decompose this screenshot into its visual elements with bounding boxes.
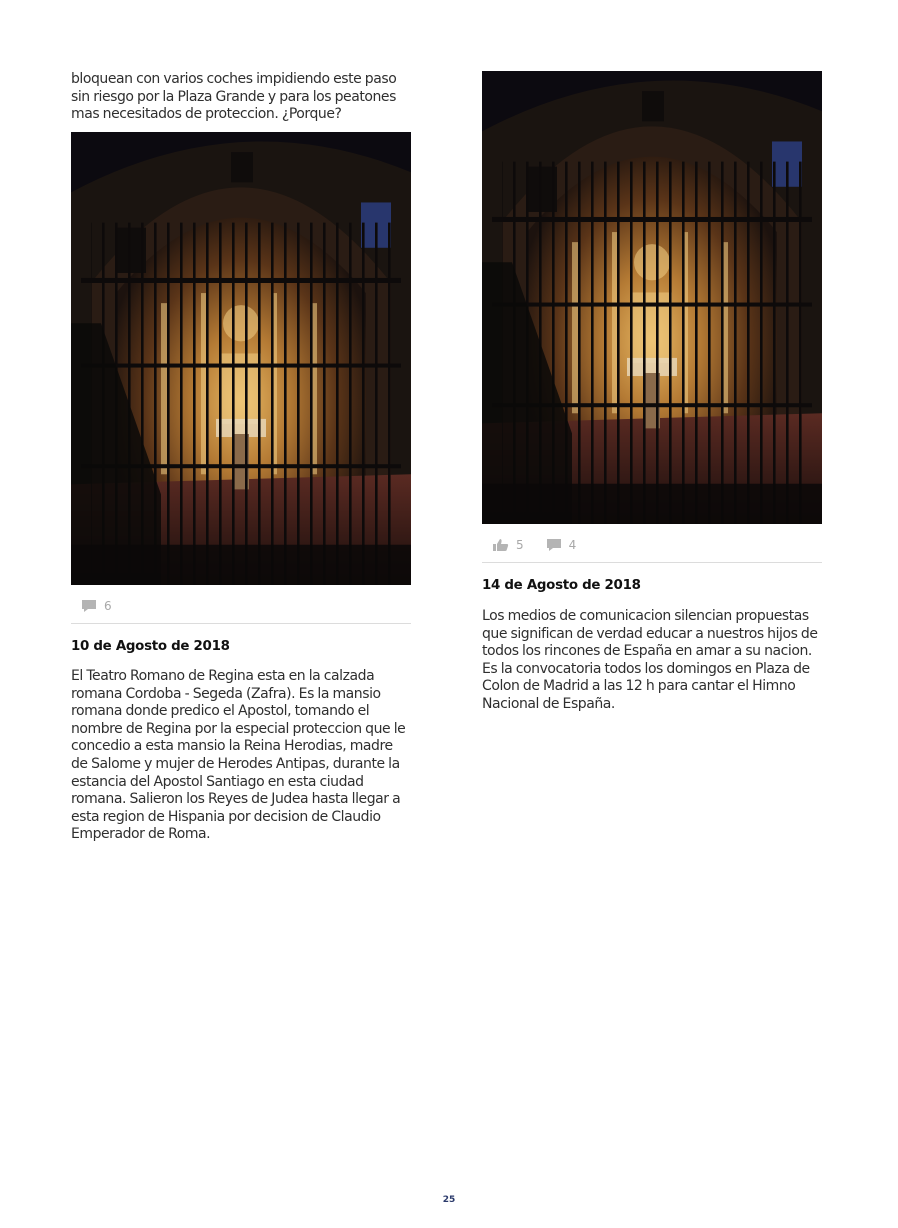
intro-paragraph: bloquean con varios coches impidiendo este paso sin riesgo por la Plaza Grande y para los peatones mas necesitados de proteccion. ¿Porque? <box>71 71 397 123</box>
comments-button[interactable] <box>81 599 112 613</box>
post-body: El Teatro Romano de Regina esta en la calzada romana Cordoba - Segeda (Zafra). Es la mansio romana donde predico el Apostol, tomando el nombre de Regina por la especial proteccion que le concedio a esta mansio la Reina Herodias, madre de Salome y mujer de Herodes Antipas, durante la estancia del Apostol Santiago en esta ciudad romana. Salieron los Reyes de Judea hasta llegar a esta region de Hispania por decision de Claudio Emperador de Roma. <box>71 668 406 843</box>
post-meta <box>492 535 590 555</box>
post-body: Los medios de comunicacion silencian propuestas que significan de verdad educar a nuestros hijos de todos los rincones de España en amar a su nacion. Es la convocatoria todos los domingos en Plaza de Colon de Madrid a las 12 h para cantar el Himno Nacional de España. <box>482 608 818 712</box>
page-number: 25 <box>442 1195 456 1205</box>
likes-button[interactable] <box>492 538 524 552</box>
likes-count: 5 <box>516 538 524 552</box>
comment-icon <box>546 538 562 552</box>
post-date: 14 de Agosto de 2018 <box>482 578 641 593</box>
thumbs-up-icon <box>492 538 509 552</box>
comments-count: 6 <box>104 599 112 613</box>
comments-count: 4 <box>568 538 577 552</box>
comments-button[interactable] <box>546 538 577 552</box>
divider <box>482 562 822 563</box>
comment-icon <box>81 599 97 613</box>
divider <box>71 623 411 624</box>
chapel-photo[interactable] <box>71 132 411 585</box>
post-date: 10 de Agosto de 2018 <box>71 639 230 654</box>
post-meta <box>81 596 126 616</box>
chapel-photo[interactable] <box>482 71 822 524</box>
